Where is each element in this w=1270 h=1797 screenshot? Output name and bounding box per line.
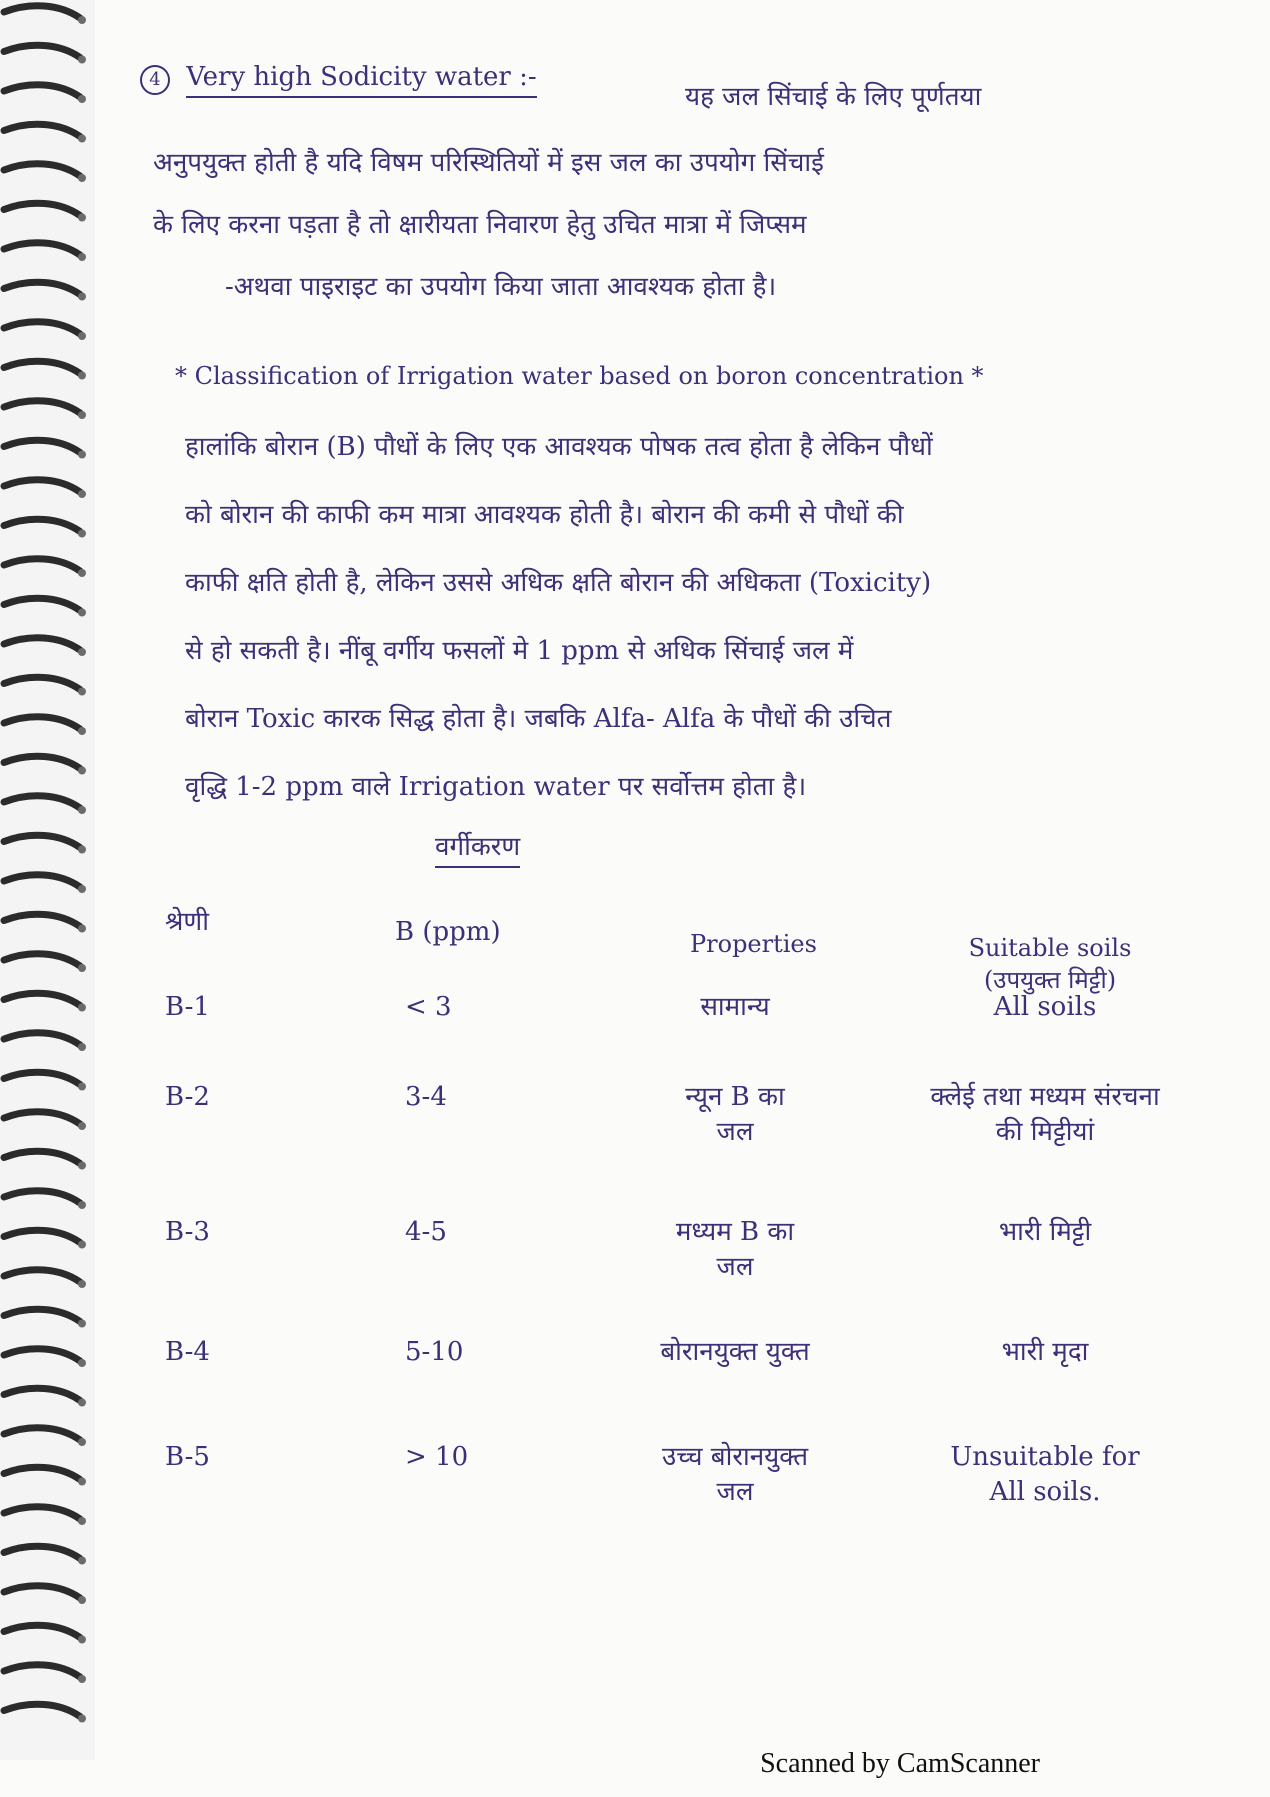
header-boron: B (ppm)	[395, 917, 501, 947]
header-properties: Properties	[690, 930, 817, 958]
spiral-binding	[0, 0, 95, 1760]
properties-line: न्यून B का	[685, 1082, 785, 1112]
row-class: B-5	[165, 1442, 210, 1472]
properties-line: मध्यम B का	[675, 1217, 795, 1247]
row-soils	[895, 1335, 1195, 1370]
scanner-footer: Scanned by CamScanner	[760, 1748, 1040, 1779]
row-soils	[895, 1440, 1195, 1510]
row-boron: > 10	[405, 1442, 469, 1472]
header-class: श्रेणी	[165, 907, 209, 937]
paragraph-line: अनुपयुक्त होती है यदि विषम परिस्थितियों में इस जल का उपयोग सिंचाई	[153, 148, 824, 178]
section-title: Very high Sodicity water :-	[186, 62, 536, 98]
row-soils	[895, 1080, 1195, 1150]
soils-line: Unsuitable for	[950, 1442, 1140, 1472]
properties-line: जल	[716, 1477, 754, 1508]
row-class: B-4	[165, 1337, 210, 1367]
section-heading	[140, 62, 537, 95]
header-soils-line2: (उपयुक्त मिट्टी)	[983, 966, 1117, 995]
row-class: B-2	[165, 1082, 210, 1112]
soils-line: All soils	[993, 992, 1097, 1022]
paragraph-line: से हो सकती है। नींबू वर्गीय फसलों मे 1 ppm से अधिक सिंचाई जल में	[185, 636, 854, 666]
soils-line: की मिट्टीयां	[995, 1117, 1095, 1148]
header-soils-line1: Suitable soils	[968, 934, 1132, 962]
paragraph-line: -अथवा पाइराइट का उपयोग किया जाता आवश्यक होता है।	[225, 272, 777, 302]
paragraph-line: बोरान Toxic कारक सिद्ध होता है। जबकि Alfa- Alfa के पौधों की उचित	[185, 704, 892, 734]
row-boron: 4-5	[405, 1217, 447, 1247]
paragraph-line: यह जल सिंचाई के लिए पूर्णतया	[685, 82, 982, 112]
properties-line: बोरानयुक्त युक्त	[660, 1337, 810, 1367]
properties-line: जल	[716, 1117, 754, 1148]
row-boron: < 3	[405, 992, 452, 1022]
row-properties	[615, 1215, 855, 1285]
notebook-page	[95, 0, 1270, 1797]
paragraph-line: काफी क्षति होती है, लेकिन उससे अधिक क्षति बोरान की अधिकता (Toxicity)	[185, 568, 932, 598]
header-soils	[920, 932, 1180, 997]
paragraph-line: हालांकि बोरान (B) पौधों के लिए एक आवश्यक पोषक तत्व होता है लेकिन पौधों	[185, 432, 933, 462]
table-title-text: वर्गीकरण	[435, 832, 520, 868]
row-properties	[615, 990, 855, 1025]
properties-line: उच्च बोरानयुक्त	[661, 1442, 809, 1472]
row-boron: 5-10	[405, 1337, 464, 1367]
paragraph-line: को बोरान की काफी कम मात्रा आवश्यक होती है। बोरान की कमी से पौधों की	[185, 500, 904, 530]
row-properties	[615, 1440, 855, 1510]
row-properties	[615, 1080, 855, 1150]
soils-line: भारी मृदा	[1001, 1337, 1089, 1367]
paragraph-line: के लिए करना पड़ता है तो क्षारीयता निवारण हेतु उचित मात्रा में जिप्सम	[153, 210, 807, 240]
row-soils	[895, 1215, 1195, 1250]
row-class: B-3	[165, 1217, 210, 1247]
soils-line: All soils.	[989, 1477, 1101, 1508]
row-class: B-1	[165, 992, 210, 1022]
paragraph-line: वृद्धि 1-2 ppm वाले Irrigation water पर सर्वोत्तम होता है।	[185, 772, 807, 802]
properties-line: जल	[716, 1252, 754, 1283]
section-number: 4	[140, 65, 170, 95]
row-properties	[615, 1335, 855, 1370]
table-title	[435, 832, 520, 863]
properties-line: सामान्य	[700, 992, 770, 1022]
row-boron: 3-4	[405, 1082, 447, 1112]
soils-line: क्लेई तथा मध्यम संरचना	[930, 1082, 1160, 1112]
row-soils	[895, 990, 1195, 1025]
classification-heading: * Classification of Irrigation water based on boron concentration *	[175, 362, 984, 390]
soils-line: भारी मिट्टी	[998, 1217, 1092, 1247]
